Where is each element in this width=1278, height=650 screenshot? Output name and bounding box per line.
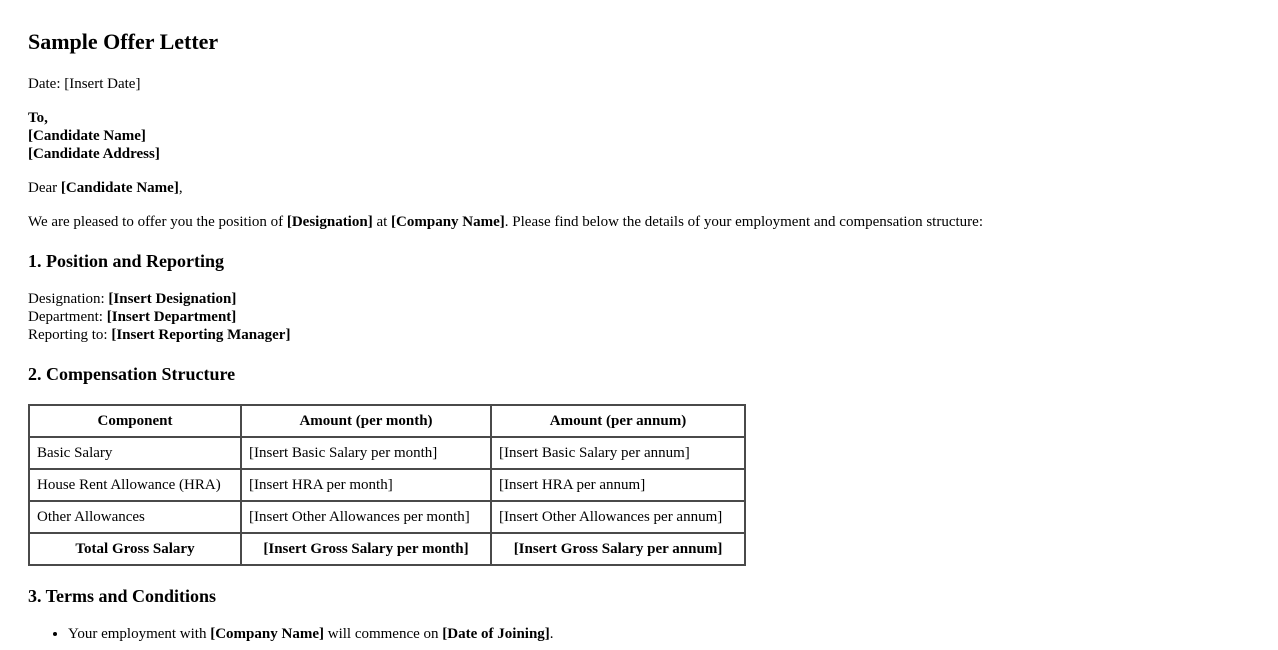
table-cell: Basic Salary bbox=[29, 437, 241, 469]
table-cell: [Insert Gross Salary per annum] bbox=[491, 533, 745, 565]
column-header-annual: Amount (per annum) bbox=[491, 405, 745, 437]
table-cell: [Insert HRA per month] bbox=[241, 469, 491, 501]
department-row bbox=[28, 308, 290, 326]
intro-company: [Company Name] bbox=[391, 214, 505, 230]
intro-text-2: at bbox=[372, 214, 392, 230]
designation-row bbox=[28, 290, 290, 308]
term-text-1: Your employment with bbox=[68, 626, 211, 642]
term-text-2: will commence on bbox=[323, 626, 443, 642]
list-item bbox=[68, 625, 554, 643]
intro-designation: [Designation] bbox=[286, 214, 373, 230]
table-total-row bbox=[29, 533, 745, 565]
table-cell: [Insert Gross Salary per month] bbox=[241, 533, 491, 565]
intro-text-1: We are pleased to offer you the position of bbox=[28, 214, 287, 230]
section-heading-position: 1. Position and Reporting bbox=[28, 251, 225, 271]
salutation-suffix: , bbox=[178, 180, 183, 196]
column-header-component: Component bbox=[29, 405, 241, 437]
table-row bbox=[29, 501, 745, 533]
table-header-row bbox=[29, 405, 745, 437]
department-value: [Insert Department] bbox=[106, 309, 237, 325]
compensation-table bbox=[28, 404, 746, 566]
table-cell: Other Allowances bbox=[29, 501, 241, 533]
intro-paragraph bbox=[28, 213, 983, 231]
salutation bbox=[28, 179, 183, 197]
table-cell: [Insert HRA per annum] bbox=[491, 469, 745, 501]
department-label: Department: bbox=[28, 309, 107, 325]
salutation-name: [Candidate Name] bbox=[60, 180, 179, 196]
designation-label: Designation: bbox=[28, 291, 109, 307]
term-date: [Date of Joining] bbox=[442, 626, 550, 642]
candidate-name: [Candidate Name] bbox=[28, 128, 146, 144]
reporting-row bbox=[28, 326, 290, 344]
table-cell: Total Gross Salary bbox=[29, 533, 241, 565]
table-row bbox=[29, 469, 745, 501]
terms-list bbox=[28, 625, 554, 643]
position-details bbox=[28, 290, 290, 344]
candidate-address: [Candidate Address] bbox=[28, 146, 160, 162]
table-row bbox=[29, 437, 745, 469]
section-heading-terms: 3. Terms and Conditions bbox=[28, 586, 217, 606]
table-cell: House Rent Allowance (HRA) bbox=[29, 469, 241, 501]
designation-value: [Insert Designation] bbox=[108, 291, 237, 307]
recipient-block bbox=[28, 109, 160, 163]
section-heading-compensation: 2. Compensation Structure bbox=[28, 364, 236, 384]
term-company: [Company Name] bbox=[210, 626, 324, 642]
to-label: To, bbox=[28, 110, 48, 126]
reporting-label: Reporting to: bbox=[28, 327, 112, 343]
table-cell: [Insert Basic Salary per annum] bbox=[491, 437, 745, 469]
table-cell: [Insert Other Allowances per month] bbox=[241, 501, 491, 533]
table-cell: [Insert Basic Salary per month] bbox=[241, 437, 491, 469]
column-header-monthly: Amount (per month) bbox=[241, 405, 491, 437]
term-text-3: . bbox=[549, 626, 554, 642]
reporting-value: [Insert Reporting Manager] bbox=[111, 327, 291, 343]
date-line: Date: [Insert Date] bbox=[28, 76, 141, 92]
table-cell: [Insert Other Allowances per annum] bbox=[491, 501, 745, 533]
intro-text-3: . Please find below the details of your employment and compensation structure: bbox=[504, 214, 983, 230]
page-title: Sample Offer Letter bbox=[28, 29, 219, 54]
salutation-prefix: Dear bbox=[28, 180, 61, 196]
